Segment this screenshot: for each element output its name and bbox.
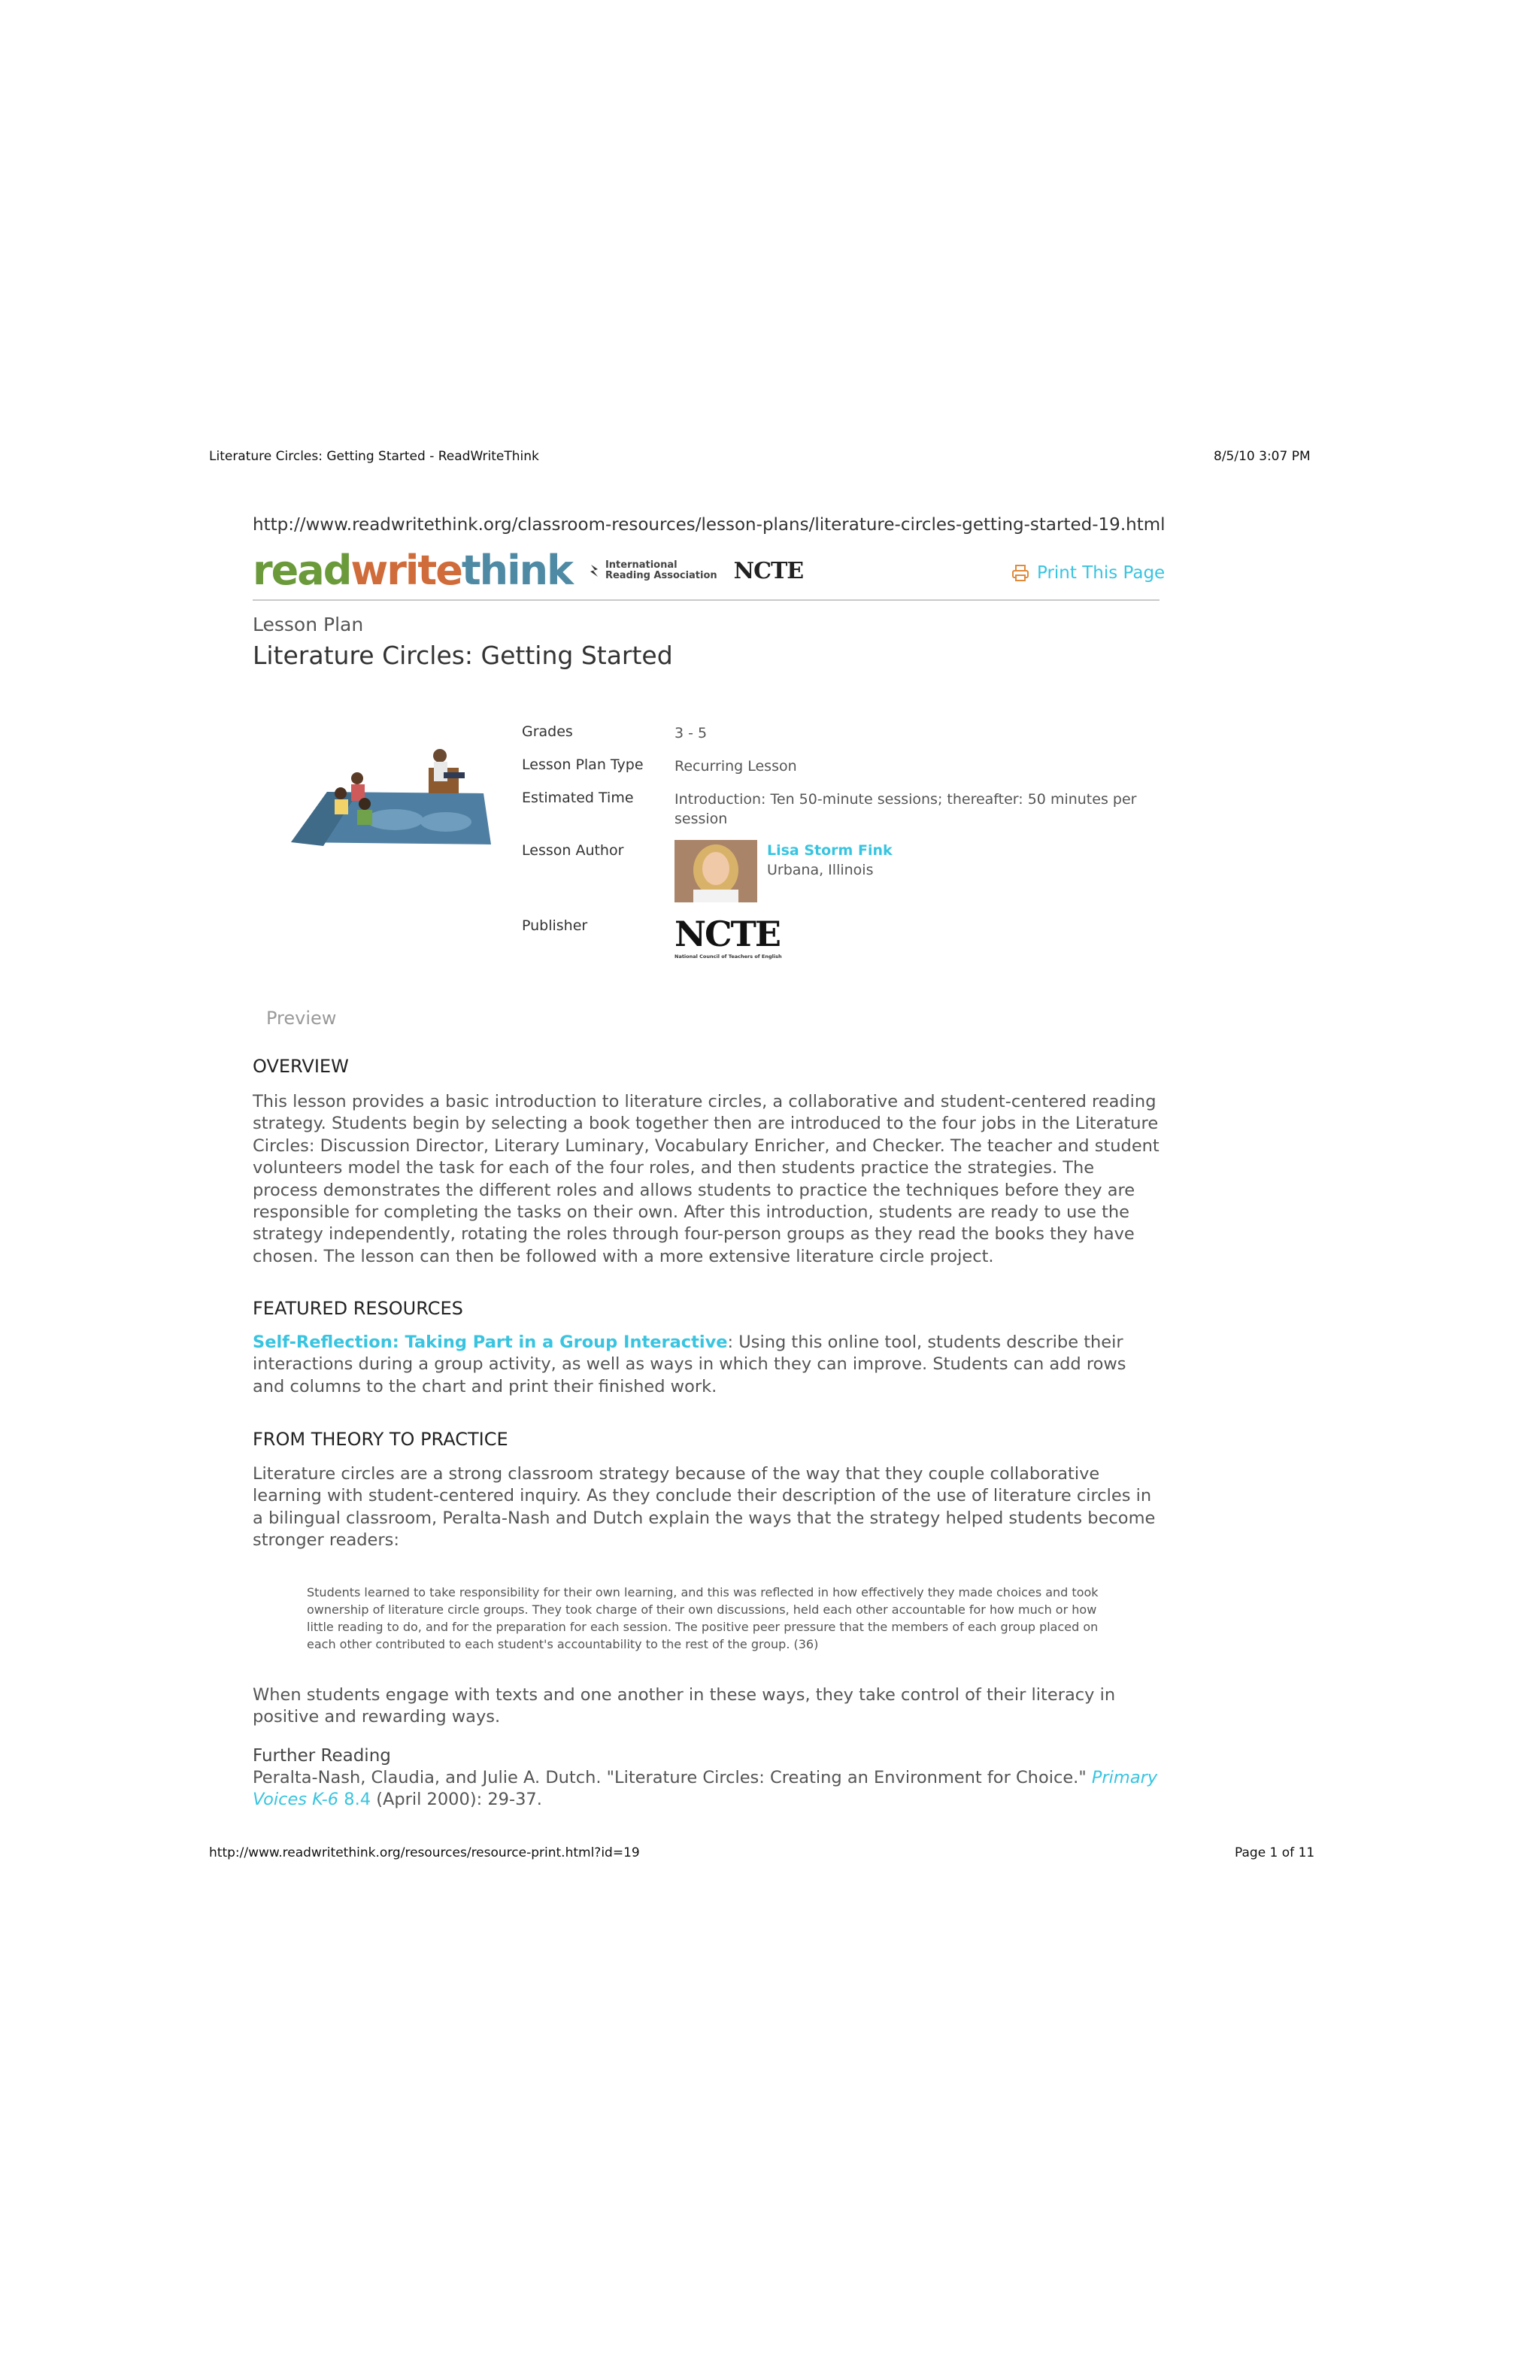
featured-resources-text: Self-Reflection: Taking Part in a Group Interactive: Using this online tool, students describe their interactions during a group activity, as well as ways in which they can improve. Students can add rows and columns to the chart and print their finished work. — [253, 1332, 1126, 1396]
author-avatar-icon — [675, 840, 757, 902]
author-name-link[interactable]: Lisa Storm Fink — [767, 842, 893, 859]
readwritethink-logo[interactable]: readwritethink — [253, 547, 572, 594]
site-logo-bar — [253, 547, 803, 594]
estimated-time-label: Estimated Time — [522, 790, 634, 806]
ncte-logo: NCTE — [733, 557, 804, 584]
ira-logo: International Reading Association — [589, 560, 717, 581]
lesson-type-value: Recurring Lesson — [675, 758, 797, 775]
theory-closing: When students engage with texts and one another in these ways, they take control of their literacy in positive and rewarding ways. — [253, 1685, 1116, 1727]
overview-heading: OVERVIEW — [253, 1056, 349, 1077]
print-footer-url: http://www.readwritethink.org/resources/resource-print.html?id=19 — [209, 1845, 640, 1860]
author-location: Urbana, Illinois — [767, 862, 874, 878]
print-footer-page: Page 1 of 11 — [1235, 1845, 1315, 1860]
publisher-label: Publisher — [522, 917, 588, 934]
self-reflection-interactive-link[interactable]: Self-Reflection: Taking Part in a Group Interactive — [253, 1332, 728, 1352]
printer-icon — [1011, 565, 1029, 581]
grades-value: 3 - 5 — [675, 725, 708, 741]
page-url: http://www.readwritethink.org/classroom-resources/lesson-plans/literature-circles-getting-started-19.html — [253, 515, 1166, 535]
further-reading-citation: Peralta-Nash, Claudia, and Julie A. Dutch. "Literature Circles: Creating an Environment for Choice." Primary Voices K-6 8.4 (April 2000): 29-37. — [253, 1768, 1158, 1810]
overview-text: This lesson provides a basic introduction to literature circles, a collaborative and student-centered reading strategy. Students begin by selecting a book together then are introduced to the four jobs in the Literature Circles: Discussion Director, Literary Luminary, Vocabulary Enricher, and Checker. The teacher and student volunteers model the task for each of the four roles, and then students practice the strategies. The process demonstrates the different roles and allows students to practice the techniques before they are responsible for completing the tasks on their own. After this introduction, students are ready to use the strategy independently, rotating the roles through four-person groups as they read the books they have chosen. The lesson can then be followed with a more extensive literature circle project. — [253, 1092, 1160, 1266]
tab-preview[interactable]: Preview — [266, 1008, 337, 1029]
print-header-title: Literature Circles: Getting Started - ReadWriteThink — [209, 449, 539, 464]
reading-group-illustration — [282, 741, 500, 850]
estimated-time-value: Introduction: Ten 50-minute sessions; thereafter: 50 minutes per session — [675, 791, 1137, 827]
page-title: Literature Circles: Getting Started — [253, 641, 673, 670]
primary-voices-link[interactable]: Primary Voices K-6 8.4 — [253, 1768, 1158, 1810]
author-photo — [675, 840, 757, 902]
lesson-type-label: Lesson Plan Type — [522, 756, 644, 773]
featured-resources-heading: FEATURED RESOURCES — [253, 1298, 463, 1319]
print-header-datetime: 8/5/10 3:07 PM — [1214, 449, 1311, 464]
further-reading-heading: Further Reading — [253, 1746, 391, 1766]
grades-label: Grades — [522, 723, 573, 740]
lesson-kicker: Lesson Plan — [253, 614, 364, 635]
theory-quote: Students learned to take responsibility for their own learning, and this was reflected in how effectively they made choices and took ownership of literature circle groups. They took charge of their own discussions, held each other accountable for how much or how little reading to do, and for the preparation for each session. The positive peer pressure that the members of each group placed on each other contributed to each student's accountability to the rest of the group. (36) — [307, 1585, 1099, 1651]
ira-mark-icon — [589, 563, 601, 578]
theory-text: Literature circles are a strong classroom strategy because of the way that they couple collaborative learning with student-centered inquiry. As they conclude their description of the use of literature circles in a bilingual classroom, Peralta-Nash and Dutch explain the ways that the strategy helped students become stronger readers: — [253, 1464, 1156, 1551]
lesson-author-label: Lesson Author — [522, 842, 624, 859]
theory-heading: FROM THEORY TO PRACTICE — [253, 1429, 508, 1450]
publisher-ncte-logo: NCTE National Council of Teachers of English — [675, 914, 782, 960]
header-divider — [253, 599, 1160, 601]
print-this-page-link[interactable]: Print This Page — [1011, 563, 1165, 583]
